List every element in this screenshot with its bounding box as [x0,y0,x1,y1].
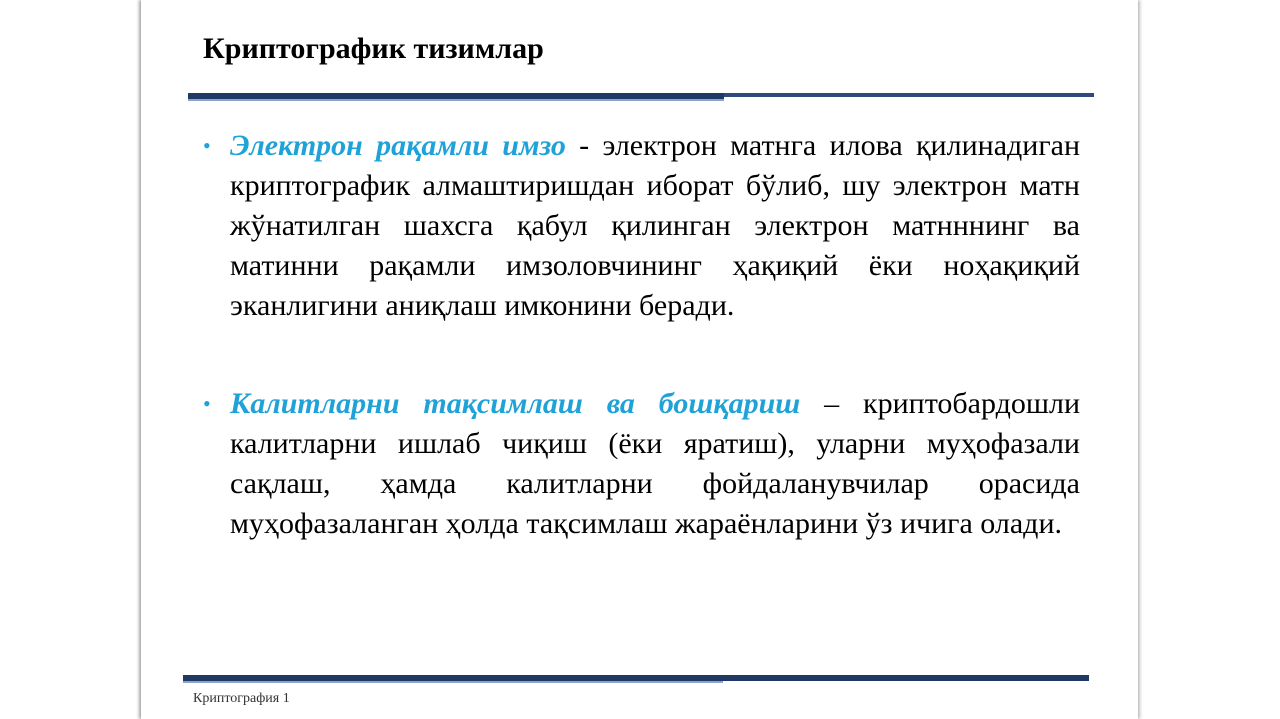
slide-body [203,126,1080,544]
slide-title: Криптографик тизимлар [203,32,544,65]
slide-footer: Криптография 1 [193,691,290,706]
bullet-item [203,384,1080,544]
bullet-term: Калитларни тақсимлаш ва бошқариш [230,387,801,420]
bullet-dot-icon: • [203,391,211,416]
title-divider [188,93,1094,100]
presentation-slide [141,0,1138,719]
bullet-text: – криптобардошли калитларни ишлаб чиқиш (ёки яратиш), уларни муҳофазали сақлаш, ҳамда калитларни фойдаланувчилар орасида муҳофазаланган ҳолда тақсимлаш жараёнларини ўз ичига олади. [230,387,1080,540]
bullet-item [203,126,1080,326]
bullet-dot-icon: • [203,133,211,158]
bullet-term: Электрон рақамли имзо [230,129,566,162]
footer-divider [183,675,1089,682]
bullet-text: - электрон матнга илова қилинадиган криптографик алмаштиришдан иборат бўлиб, шу электрон матн жўнатилган шахсга қабул қилинган электрон матнннинг ва матинни рақамли имзоловчининг ҳақиқий ёки ноҳақиқий эканлигини аниқлаш имконини беради. [230,129,1080,322]
